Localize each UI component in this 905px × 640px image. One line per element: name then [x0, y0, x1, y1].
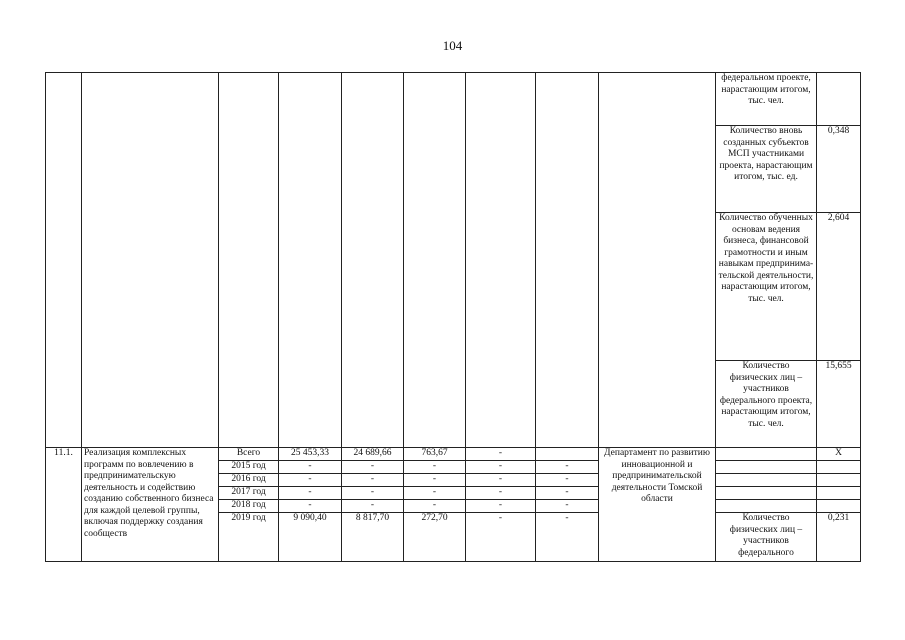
funding-value: - [342, 500, 404, 513]
measure-name: Реализация комплексных программ по вовлечению в предпринимательскую деятельность и содействию созданию собственного бизнеса для каждой целевой группы, включая поддержку создания сообществ [82, 448, 219, 562]
funding-value: - [342, 487, 404, 500]
indicator-name [716, 500, 817, 513]
cell-empty [342, 73, 404, 448]
indicator-value: 0,231 [817, 513, 861, 562]
indicator-value [817, 461, 861, 474]
funding-value: - [404, 500, 466, 513]
funding-value: - [536, 461, 599, 474]
indicator-value [817, 73, 861, 126]
funding-value: - [536, 513, 599, 562]
page-number: 104 [442, 38, 463, 53]
program-table [45, 72, 861, 562]
indicator-value: 0,348 [817, 126, 861, 213]
funding-total: 9 090,40 [279, 513, 342, 562]
funding-value: 24 689,66 [342, 448, 404, 461]
executor: Департамент по развитию инновационной и предпринимательской деятельности Томской области [599, 448, 716, 562]
funding-value: - [404, 461, 466, 474]
year-label: 2016 год [219, 474, 279, 487]
indicator-value [817, 487, 861, 500]
indicator-value: Х [817, 448, 861, 461]
indicator-name [716, 487, 817, 500]
row-number: 11.1. [46, 448, 82, 562]
table-row [46, 73, 861, 126]
funding-total: - [279, 487, 342, 500]
funding-value: - [404, 474, 466, 487]
cell-empty [466, 73, 536, 448]
funding-total: 25 453,33 [279, 448, 342, 461]
cell-empty [219, 73, 279, 448]
funding-value: - [466, 461, 536, 474]
funding-value: - [466, 487, 536, 500]
funding-value: 272,70 [404, 513, 466, 562]
funding-value: - [536, 500, 599, 513]
year-label: 2019 год [219, 513, 279, 562]
table-row [46, 448, 861, 461]
year-label: 2015 год [219, 461, 279, 474]
funding-value: - [466, 500, 536, 513]
indicator-value: 2,604 [817, 213, 861, 361]
indicator-value [817, 474, 861, 487]
year-label: 2017 год [219, 487, 279, 500]
year-label: 2018 год [219, 500, 279, 513]
indicator-name [716, 474, 817, 487]
funding-value: - [404, 487, 466, 500]
indicator-value: 15,655 [817, 361, 861, 448]
funding-value: - [342, 474, 404, 487]
funding-value: - [536, 487, 599, 500]
cell-empty [404, 73, 466, 448]
cell-empty [536, 73, 599, 448]
funding-value: - [466, 448, 536, 461]
cell-empty [599, 73, 716, 448]
year-label: Всего [219, 448, 279, 461]
funding-value [536, 448, 599, 461]
indicator-name: Количество физических лиц – участников федерального проекта, нарастающим итогом, тыс. чел. [716, 361, 817, 448]
indicator-name: Количество обученных основам ведения бизнеса, финансовой грамотности и иным навыкам предпринима-тельской деятельности, нарастающим итогом, тыс. чел. [716, 213, 817, 361]
funding-value: - [536, 474, 599, 487]
funding-value: - [342, 461, 404, 474]
funding-total: - [279, 500, 342, 513]
indicator-name: федеральном проекте, нарастающим итогом, тыс. чел. [716, 73, 817, 126]
funding-value: 763,67 [404, 448, 466, 461]
indicator-name [716, 448, 817, 461]
funding-value: - [466, 513, 536, 562]
funding-total: - [279, 461, 342, 474]
cell-empty [82, 73, 219, 448]
cell-empty [279, 73, 342, 448]
indicator-value [817, 500, 861, 513]
indicator-name [716, 461, 817, 474]
funding-value: 8 817,70 [342, 513, 404, 562]
cell-empty [46, 73, 82, 448]
indicator-name: Количество вновь созданных субъектов МСП участниками проекта, нарастающим итогом, тыс. ед. [716, 126, 817, 213]
indicator-name: Количество физических лиц – участников федерального [716, 513, 817, 562]
funding-total: - [279, 474, 342, 487]
funding-value: - [466, 474, 536, 487]
